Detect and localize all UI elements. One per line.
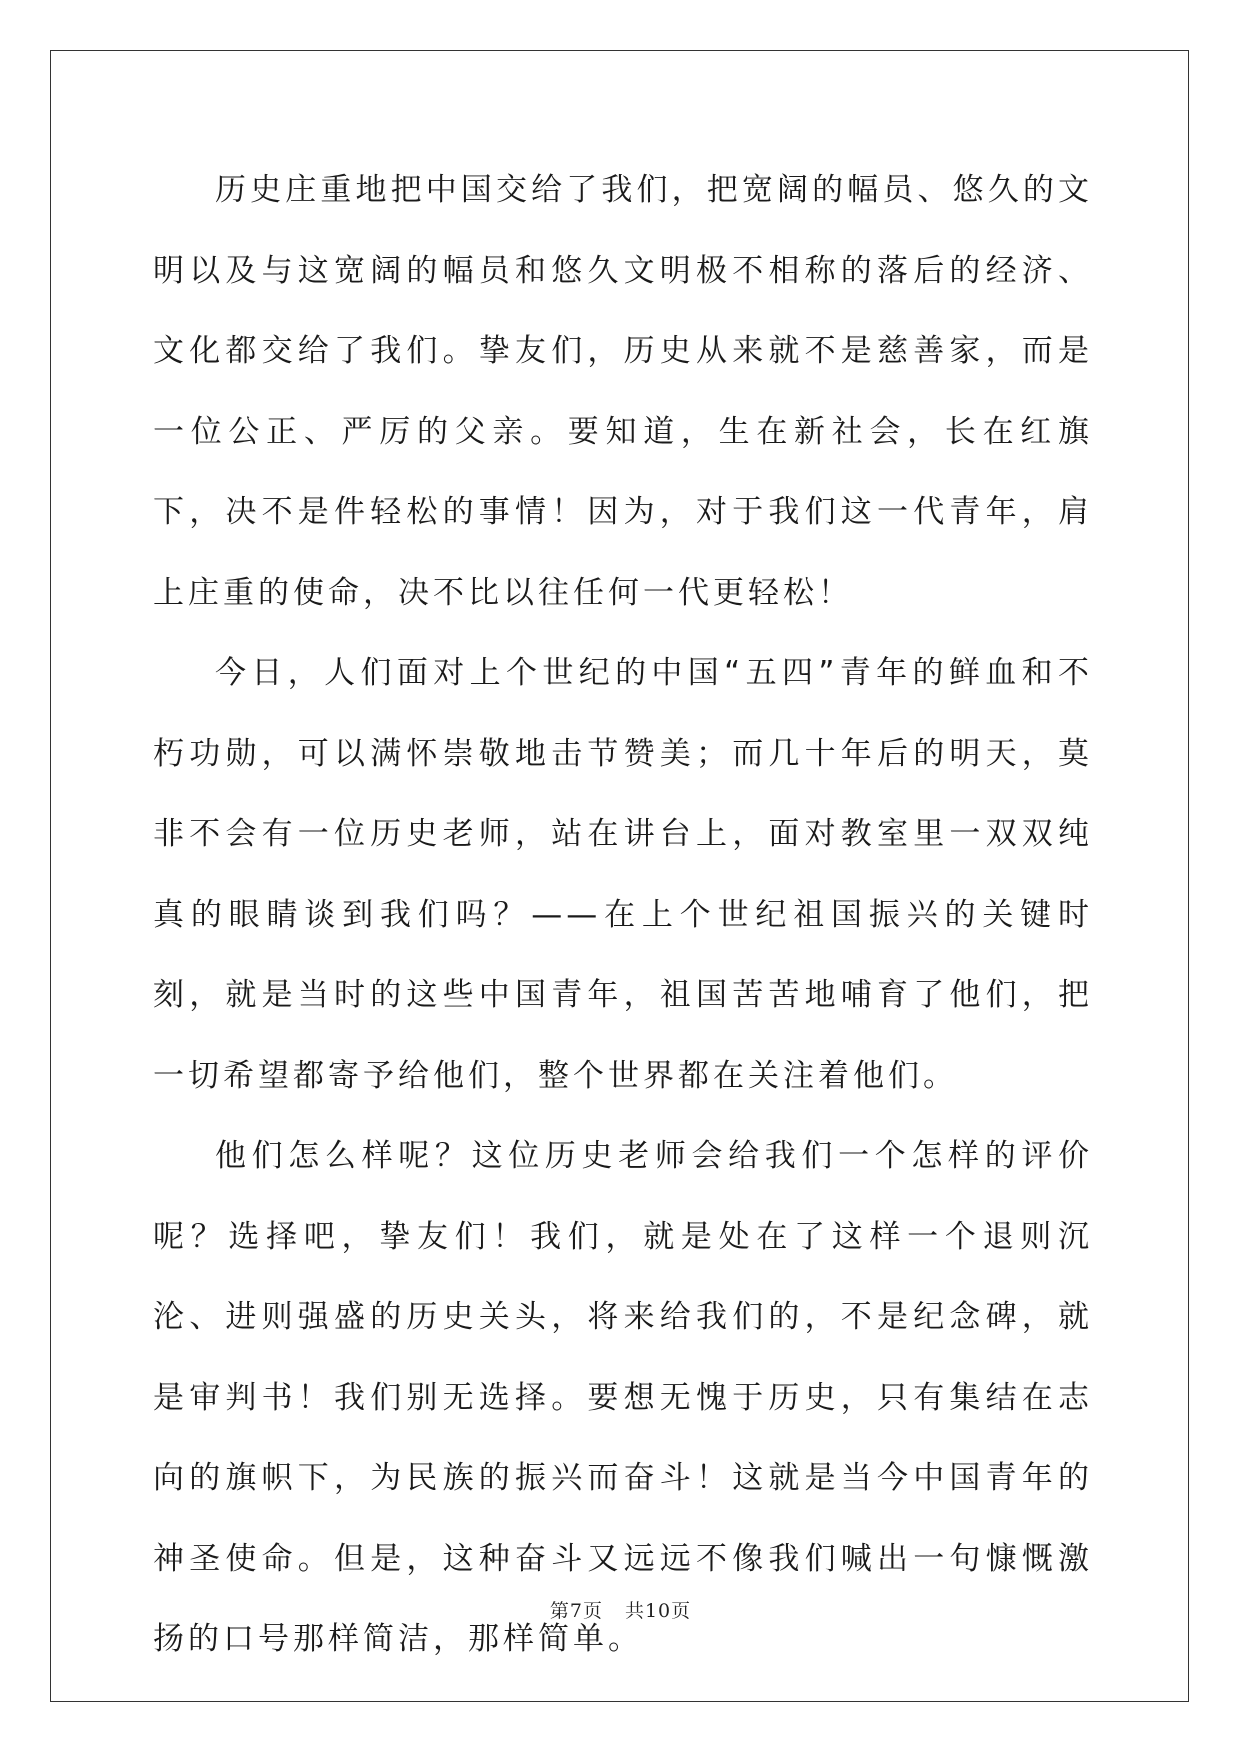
page-number-total: 共10页 xyxy=(624,1600,692,1622)
document-body xyxy=(153,150,1093,1680)
paragraph-2: 今日，人们面对上个世纪的中国“五四”青年的鲜血和不朽功勋，可以满怀崇敬地击节赞美；而几十年后的明天，莫非不会有一位历史老师，站在讲台上，面对教室里一双双纯真的眼睛谈到我们吗？——在上个世纪祖国振兴的关键时刻，就是当时的这些中国青年，祖国苦苦地哺育了他们，把一切希望都寄予给他们，整个世界都在关注着他们。 xyxy=(153,655,1093,1094)
paragraph-3: 他们怎么样呢？这位历史老师会给我们一个怎样的评价呢？选择吧，挚友们！我们，就是处在了这样一个退则沉沦、进则强盛的历史关头，将来给我们的，不是纪念碑，就是审判书！我们别无选择。要想无愧于历史，只有集结在志向的旗帜下，为民族的振兴而奋斗！这就是当今中国青年的神圣使命。但是，这种奋斗又远远不像我们喊出一句慷慨激扬的口号那样简洁，那样简单。 xyxy=(153,1138,1093,1657)
paragraph-1: 历史庄重地把中国交给了我们，把宽阔的幅员、悠久的文明以及与这宽阔的幅员和悠久文明极不相称的落后的经济、文化都交给了我们。挚友们，历史从来就不是慈善家，而是一位公正、严厉的父亲。要知道，生在新社会，长在红旗下，决不是件轻松的事情！因为，对于我们这一代青年，肩上庄重的使命，决不比以往任何一代更轻松！ xyxy=(153,172,1093,611)
page-number-current: 第7页 xyxy=(549,1600,603,1622)
page-footer xyxy=(0,1596,1241,1623)
